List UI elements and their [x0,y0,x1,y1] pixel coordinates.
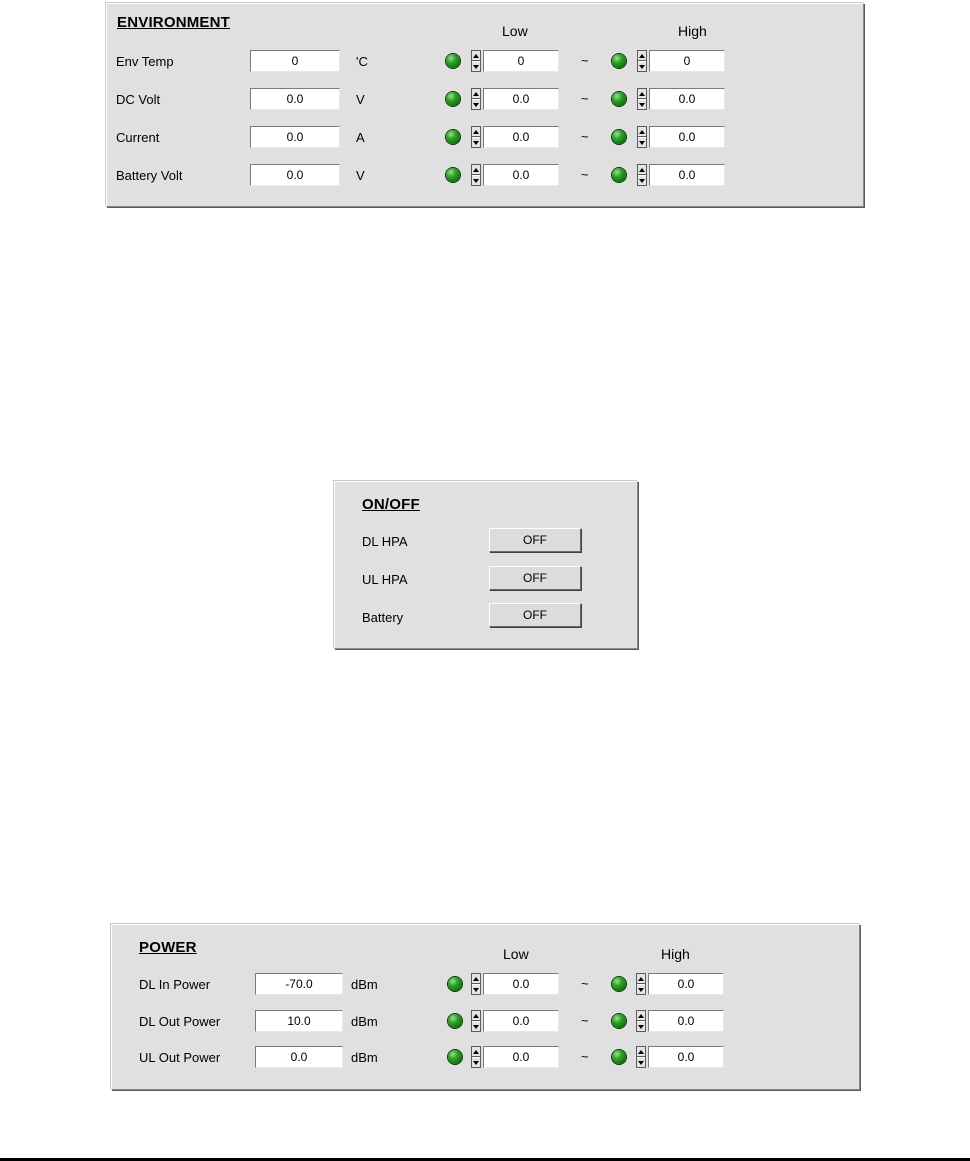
spin-up-arrow-icon[interactable] [472,51,480,61]
spin-down-arrow-icon[interactable] [472,984,480,994]
power-low-header: Low [503,946,529,962]
current-high-spinner[interactable] [637,126,647,148]
dl-out-power-label: DL Out Power [139,1014,221,1029]
dc-volt-low-spinner[interactable] [471,88,481,110]
battery-volt-high-led-icon [612,168,626,182]
current-value: 0.0 [250,126,340,148]
spin-down-arrow-icon[interactable] [637,1021,645,1031]
env-temp-value: 0 [250,50,340,72]
dc-volt-low-led-icon [446,92,460,106]
power-high-header: High [661,946,690,962]
current-low-spinner[interactable] [471,126,481,148]
current-label: Current [116,130,160,145]
spin-up-arrow-icon[interactable] [638,127,646,137]
spin-up-arrow-icon[interactable] [638,89,646,99]
dc-volt-unit: V [356,92,365,107]
dl-hpa-label: DL HPA [362,534,408,549]
env-temp-high-led-icon [612,54,626,68]
env-temp-range-separator: ~ [581,53,589,68]
ul-out-power-high-input[interactable]: 0.0 [648,1046,724,1068]
ul-out-power-high-spinner[interactable] [636,1046,646,1068]
ul-out-power-low-led-icon [448,1050,462,1064]
ul-out-power-value: 0.0 [255,1046,343,1068]
dl-hpa-toggle-button[interactable]: OFF [489,528,581,552]
spin-up-arrow-icon[interactable] [472,165,480,175]
dl-out-power-range-separator: ~ [581,1013,589,1028]
battery-volt-range-separator: ~ [581,167,589,182]
dc-volt-range-separator: ~ [581,91,589,106]
current-low-led-icon [446,130,460,144]
spin-down-arrow-icon[interactable] [637,984,645,994]
spin-up-arrow-icon[interactable] [637,1047,645,1057]
dl-out-power-high-input[interactable]: 0.0 [648,1010,724,1032]
environment-high-header: High [678,23,707,39]
battery-volt-high-input[interactable]: 0.0 [649,164,725,186]
ul-hpa-toggle-button[interactable]: OFF [489,566,581,590]
environment-panel [106,3,864,207]
dl-in-power-low-led-icon [448,977,462,991]
battery-toggle-button[interactable]: OFF [489,603,581,627]
battery-label: Battery [362,610,404,625]
battery-volt-high-spinner[interactable] [637,164,647,186]
dl-out-power-high-led-icon [612,1014,626,1028]
dl-out-power-low-spinner[interactable] [471,1010,481,1032]
spin-up-arrow-icon[interactable] [472,974,480,984]
dl-in-power-range-separator: ~ [581,976,589,991]
dl-in-power-value: -70.0 [255,973,343,995]
battery-volt-unit: V [356,168,365,183]
current-low-input[interactable]: 0.0 [483,126,559,148]
dc-volt-high-input[interactable]: 0.0 [649,88,725,110]
dl-out-power-high-spinner[interactable] [636,1010,646,1032]
env-temp-low-spinner[interactable] [471,50,481,72]
ul-out-power-high-led-icon [612,1050,626,1064]
dl-in-power-high-input[interactable]: 0.0 [648,973,724,995]
ul-out-power-range-separator: ~ [581,1049,589,1064]
env-temp-high-spinner[interactable] [637,50,647,72]
spin-up-arrow-icon[interactable] [472,1047,480,1057]
spin-down-arrow-icon[interactable] [637,1057,645,1067]
dc-volt-low-input[interactable]: 0.0 [483,88,559,110]
environment-title: ENVIRONMENT [117,14,231,31]
env-temp-low-led-icon [446,54,460,68]
dl-in-power-label: DL In Power [139,977,211,992]
spin-down-arrow-icon[interactable] [638,61,646,71]
spin-down-arrow-icon[interactable] [472,1057,480,1067]
spin-down-arrow-icon[interactable] [638,175,646,185]
spin-down-arrow-icon[interactable] [472,175,480,185]
spin-up-arrow-icon[interactable] [637,1011,645,1021]
spin-down-arrow-icon[interactable] [472,1021,480,1031]
battery-volt-label: Battery Volt [116,168,183,183]
power-title: POWER [139,939,197,956]
ul-out-power-unit: dBm [351,1050,378,1065]
spin-down-arrow-icon[interactable] [638,137,646,147]
spin-up-arrow-icon[interactable] [638,165,646,175]
dl-in-power-low-input[interactable]: 0.0 [483,973,559,995]
dl-in-power-low-spinner[interactable] [471,973,481,995]
battery-volt-low-led-icon [446,168,460,182]
spin-up-arrow-icon[interactable] [472,89,480,99]
spin-down-arrow-icon[interactable] [638,99,646,109]
onoff-panel [334,481,638,649]
current-high-led-icon [612,130,626,144]
dl-out-power-low-input[interactable]: 0.0 [483,1010,559,1032]
spin-down-arrow-icon[interactable] [472,99,480,109]
environment-low-header: Low [502,23,528,39]
env-temp-label: Env Temp [116,54,174,69]
dc-volt-high-led-icon [612,92,626,106]
dl-in-power-unit: dBm [351,977,378,992]
spin-down-arrow-icon[interactable] [472,61,480,71]
env-temp-unit: 'C [356,54,368,69]
current-high-input[interactable]: 0.0 [649,126,725,148]
dl-out-power-low-led-icon [448,1014,462,1028]
dc-volt-value: 0.0 [250,88,340,110]
env-temp-low-input[interactable]: 0 [483,50,559,72]
env-temp-high-input[interactable]: 0 [649,50,725,72]
ul-out-power-low-input[interactable]: 0.0 [483,1046,559,1068]
spin-up-arrow-icon[interactable] [638,51,646,61]
battery-volt-value: 0.0 [250,164,340,186]
spin-up-arrow-icon[interactable] [637,974,645,984]
ul-out-power-label: UL Out Power [139,1050,221,1065]
dl-in-power-high-led-icon [612,977,626,991]
battery-volt-low-input[interactable]: 0.0 [483,164,559,186]
dl-out-power-unit: dBm [351,1014,378,1029]
spin-up-arrow-icon[interactable] [472,127,480,137]
dl-out-power-value: 10.0 [255,1010,343,1032]
spin-down-arrow-icon[interactable] [472,137,480,147]
ul-out-power-low-spinner[interactable] [471,1046,481,1068]
power-panel [111,924,860,1090]
ul-hpa-label: UL HPA [362,572,408,587]
dc-volt-label: DC Volt [116,92,161,107]
spin-up-arrow-icon[interactable] [472,1011,480,1021]
dl-in-power-high-spinner[interactable] [636,973,646,995]
battery-volt-low-spinner[interactable] [471,164,481,186]
onoff-title: ON/OFF [362,496,420,513]
current-range-separator: ~ [581,129,589,144]
dc-volt-high-spinner[interactable] [637,88,647,110]
current-unit: A [356,130,365,145]
